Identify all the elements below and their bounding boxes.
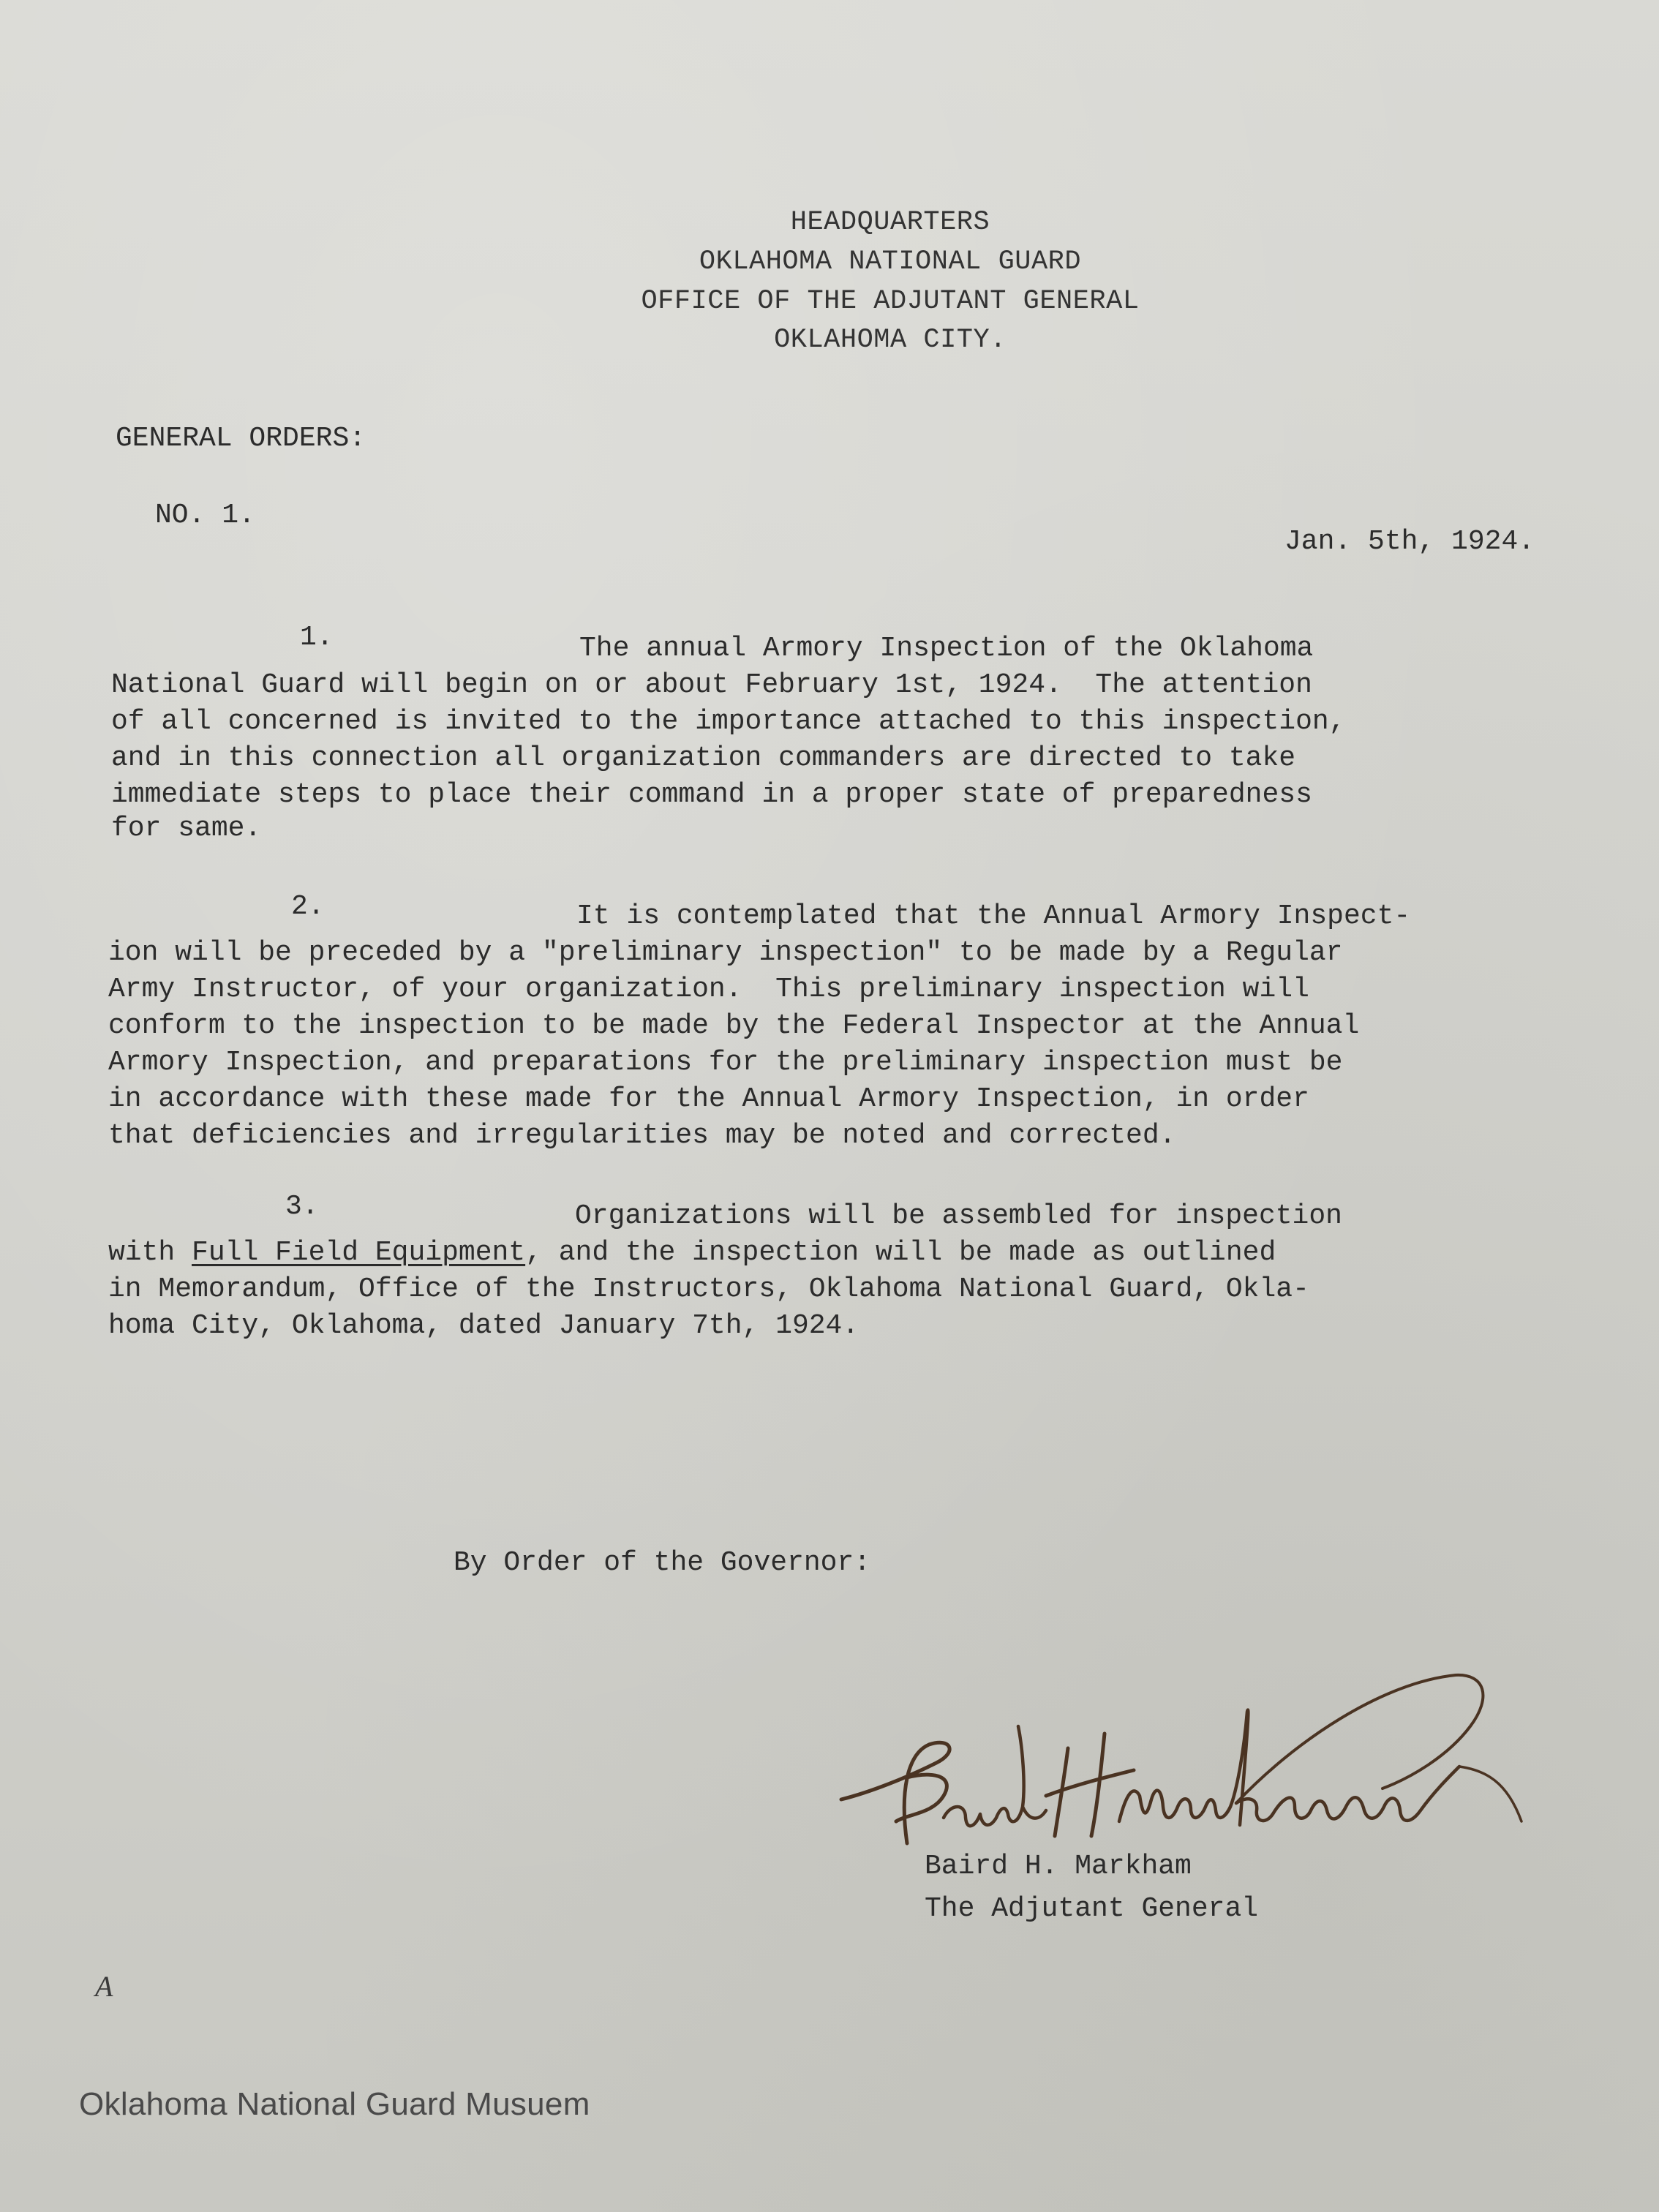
paragraph-3-number: 3. bbox=[285, 1191, 319, 1222]
signer-title: The Adjutant General bbox=[925, 1893, 1259, 1925]
order-number: NO. 1. bbox=[155, 500, 255, 531]
paragraph-2-line-1: It is contemplated that the Annual Armory Inspect- bbox=[576, 900, 1411, 932]
paragraph-1-line-2: National Guard will begin on or about February 1st, 1924. The attention bbox=[111, 669, 1312, 701]
paragraph-2-line-3: Army Instructor, of your organization. This preliminary inspection will bbox=[108, 974, 1309, 1005]
letterhead-line-1: HEADQUARTERS bbox=[790, 207, 990, 238]
paragraph-3-line-2-suffix: , and the inspection will be made as outlined bbox=[525, 1237, 1276, 1268]
paragraph-2-line-5: Armory Inspection, and preparations for the preliminary inspection must be bbox=[108, 1047, 1343, 1078]
paragraph-3-line-4: homa City, Oklahoma, dated January 7th, 1924. bbox=[108, 1310, 859, 1342]
museum-watermark: Oklahoma National Guard Musuem bbox=[79, 2086, 590, 2122]
letterhead-line-4: OKLAHOMA CITY. bbox=[774, 325, 1007, 356]
paragraph-1-line-1: The annual Armory Inspection of the Oklahoma bbox=[579, 633, 1314, 664]
paragraph-2-line-7: that deficiencies and irregularities may be noted and corrected. bbox=[108, 1120, 1176, 1151]
by-order-of-governor: By Order of the Governor: bbox=[454, 1547, 871, 1579]
paragraph-2-line-2: ion will be preceded by a "preliminary inspection" to be made by a Regular bbox=[108, 937, 1343, 968]
order-date: Jan. 5th, 1924. bbox=[1284, 526, 1535, 557]
paragraph-3-line-1: Organizations will be assembled for inspection bbox=[575, 1200, 1342, 1232]
paragraph-1-line-5: immediate steps to place their command in a proper state of preparedness bbox=[111, 779, 1312, 810]
paragraph-3-line-3: in Memorandum, Office of the Instructors, Oklahoma National Guard, Okla- bbox=[108, 1274, 1309, 1305]
paragraph-2-number: 2. bbox=[291, 891, 325, 922]
full-field-equipment-underlined: Full Field Equipment bbox=[192, 1237, 526, 1268]
typist-initial-mark: A bbox=[95, 1970, 113, 2003]
paragraph-2-line-4: conform to the inspection to be made by the Federal Inspector at the Annual bbox=[108, 1010, 1360, 1042]
paragraph-1-line-3: of all concerned is invited to the importance attached to this inspection, bbox=[111, 706, 1346, 737]
general-orders-heading: GENERAL ORDERS: bbox=[116, 423, 366, 454]
paragraph-3-line-2 bbox=[108, 1235, 1276, 1271]
letterhead-line-2: OKLAHOMA NATIONAL GUARD bbox=[699, 247, 1082, 277]
paragraph-1-line-6: for same. bbox=[111, 813, 262, 844]
signer-name: Baird H. Markham bbox=[925, 1851, 1192, 1882]
paragraph-1-number: 1. bbox=[300, 622, 334, 653]
letterhead-line-3: OFFICE OF THE ADJUTANT GENERAL bbox=[641, 286, 1140, 317]
paragraph-2-line-6: in accordance with these made for the Annual Armory Inspection, in order bbox=[108, 1083, 1309, 1115]
paragraph-1-line-4: and in this connection all organization commanders are directed to take bbox=[111, 742, 1296, 774]
paragraph-3-line-2-prefix: with bbox=[108, 1237, 192, 1268]
